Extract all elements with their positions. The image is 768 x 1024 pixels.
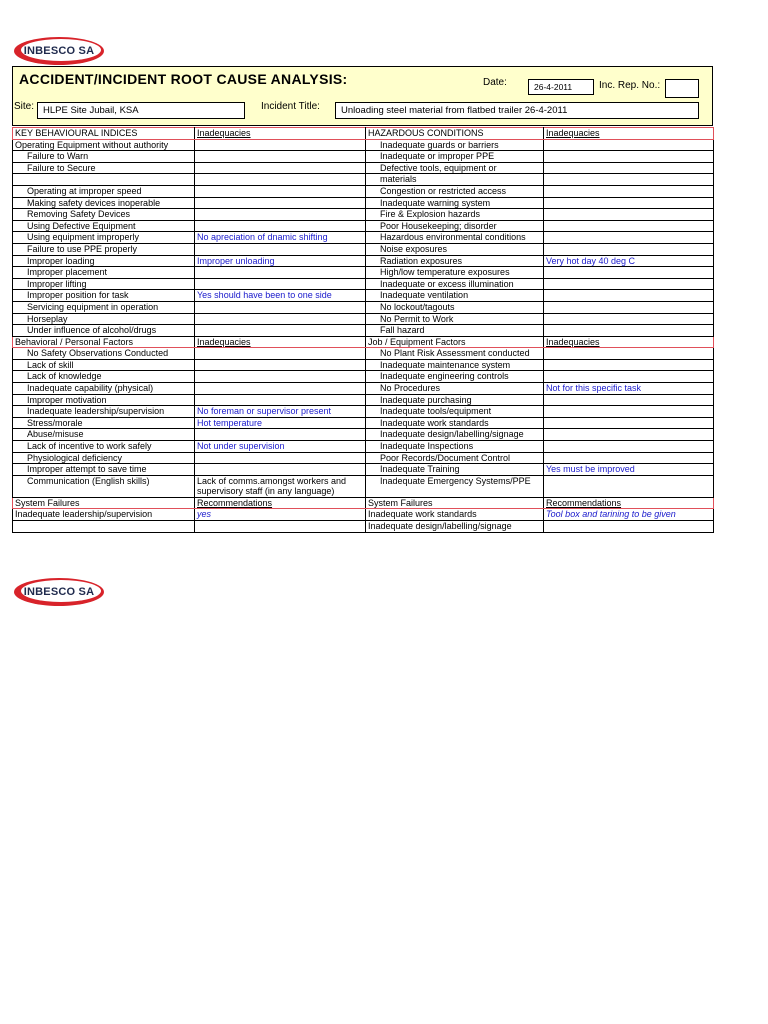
inadequacy-entry[interactable] [544,429,714,441]
column-header: KEY BEHAVIOURAL INDICES [13,128,195,140]
factor-label [13,521,195,533]
column-header: System Failures [13,497,195,509]
table-row [13,406,714,418]
factor-label: Defective tools, equipment or [366,162,544,174]
inadequacy-entry[interactable] [544,325,714,337]
inadequacy-entry[interactable] [195,278,366,290]
factor-label: Physiological deficiency [13,452,195,464]
inadequacy-entry[interactable] [195,197,366,209]
factor-label: Using Defective Equipment [13,220,195,232]
factor-label: Inadequate or excess illumination [366,278,544,290]
factor-label: Improper lifting [13,278,195,290]
table-row [13,267,714,279]
inadequacy-entry[interactable] [195,371,366,383]
inadequacy-entry[interactable]: Not under supervision [195,441,366,453]
factor-label: Inadequate design/labelling/signage [366,429,544,441]
table-row [13,464,714,476]
factor-label: Inadequate or improper PPE [366,151,544,163]
inbesco-logo-bottom [13,577,105,607]
factor-label: Improper attempt to save time [13,464,195,476]
factor-label: Hazardous environmental conditions [366,232,544,244]
inadequacy-entry[interactable] [544,162,714,174]
inadequacy-entry[interactable] [544,348,714,360]
table-row [13,278,714,290]
column-header: Job / Equipment Factors [366,336,544,348]
factor-label: Congestion or restricted access [366,185,544,197]
factor-label: Noise exposures [366,243,544,255]
inadequacy-entry[interactable]: Not for this specific task [544,383,714,395]
factor-label: materials [366,174,544,186]
factor-label: Inadequate warning system [366,197,544,209]
inadequacy-entry[interactable] [544,232,714,244]
factor-label: Improper loading [13,255,195,267]
factor-label: Operating Equipment without authority [13,139,195,151]
page-title: ACCIDENT/INCIDENT ROOT CAUSE ANALYSIS: [19,71,348,87]
table-row [13,185,714,197]
factor-label: Inadequate purchasing [366,394,544,406]
inadequacy-entry[interactable] [195,162,366,174]
factor-label: Failure to use PPE properly [13,243,195,255]
factor-label: Inadequate Inspections [366,441,544,453]
factor-label: No lockout/tagouts [366,301,544,313]
factor-label: Inadequate Training [366,464,544,476]
factor-label: Radiation exposures [366,255,544,267]
column-header: Recommendations [195,497,366,509]
factor-label: Improper motivation [13,394,195,406]
inadequacy-entry[interactable] [544,278,714,290]
inadequacy-entry[interactable] [544,243,714,255]
factor-label: Inadequate design/labelling/signage [366,521,544,533]
factor-label: Abuse/misuse [13,429,195,441]
factor-label: Servicing equipment in operation [13,301,195,313]
inadequacy-entry[interactable] [195,301,366,313]
factor-label [13,174,195,186]
inadequacy-entry[interactable] [195,452,366,464]
inadequacy-entry[interactable]: No foreman or supervisor present [195,406,366,418]
inadequacy-entry[interactable] [544,359,714,371]
inadequacy-entry[interactable] [195,243,366,255]
table-row [13,162,714,174]
inadequacy-entry[interactable] [544,394,714,406]
factor-label: No Safety Observations Conducted [13,348,195,360]
factor-label: Inadequate work standards [366,417,544,429]
site-label: Site: [14,101,35,112]
inadequacy-entry[interactable] [544,185,714,197]
column-header: Behavioral / Personal Factors [13,336,195,348]
factor-label: Inadequate engineering controls [366,371,544,383]
site-field[interactable]: HLPE Site Jubail, KSA [37,102,245,119]
inadequacy-entry[interactable] [195,185,366,197]
factor-label: Failure to Warn [13,151,195,163]
table-row [13,243,714,255]
date-field[interactable]: 26-4-2011 [528,79,594,95]
inadequacy-entry[interactable] [195,174,366,186]
column-header: Inadequacies [544,128,714,140]
factor-label: Stress/morale [13,417,195,429]
factor-label: Operating at improper speed [13,185,195,197]
inadequacy-entry[interactable]: Hot temperature [195,417,366,429]
inadequacy-entry[interactable]: Yes should have been to one side [195,290,366,302]
form-header [12,66,713,126]
inadequacy-entry[interactable] [195,220,366,232]
incident-title-label: Incident Title: [261,101,320,112]
factor-label: Inadequate work standards [366,509,544,521]
table-row [13,232,714,244]
factor-label: Inadequate maintenance system [366,359,544,371]
table-row [13,220,714,232]
factor-label: Poor Records/Document Control [366,452,544,464]
factor-label: Inadequate guards or barriers [366,139,544,151]
inadequacy-entry[interactable]: yes [195,509,366,521]
factor-label: Poor Housekeeping; disorder [366,220,544,232]
table-row [13,383,714,395]
column-header: Inadequacies [544,336,714,348]
date-label: Date: [483,77,507,88]
table-row [13,197,714,209]
table-row [13,429,714,441]
inadequacy-entry[interactable] [544,267,714,279]
inadequacy-entry[interactable] [544,452,714,464]
inadequacy-entry[interactable] [544,301,714,313]
factor-label: Inadequate Emergency Systems/PPE [366,475,544,497]
inadequacy-entry[interactable] [544,441,714,453]
inadequacy-entry[interactable] [544,220,714,232]
inadequacy-entry[interactable] [195,325,366,337]
table-row [13,441,714,453]
column-header: Recommendations [544,497,714,509]
factor-label: Removing Safety Devices [13,209,195,221]
inadequacy-entry[interactable] [544,475,714,497]
factor-label: No Procedures [366,383,544,395]
inadequacy-entry[interactable] [544,290,714,302]
inadequacy-entry[interactable] [544,151,714,163]
table-row [13,348,714,360]
inadequacy-entry[interactable] [195,209,366,221]
table-row [13,255,714,267]
inadequacy-entry[interactable] [195,429,366,441]
factor-label: Making safety devices inoperable [13,197,195,209]
table-row [13,209,714,221]
inadequacy-entry[interactable] [195,267,366,279]
inadequacy-entry[interactable] [195,359,366,371]
factor-label: Lack of knowledge [13,371,195,383]
factor-label: Improper placement [13,267,195,279]
logo-text: INBESCO SA [23,45,95,57]
column-header: System Failures [366,497,544,509]
incident-title-field[interactable]: Unloading steel material from flatbed trailer 26-4-2011 [335,102,699,119]
table-row [13,174,714,186]
logo-text: INBESCO SA [23,586,95,598]
factor-label: Using equipment improperly [13,232,195,244]
inadequacy-entry[interactable] [195,394,366,406]
factor-label: Inadequate tools/equipment [366,406,544,418]
factor-label: Communication (English skills) [13,475,195,497]
factor-label: No Permit to Work [366,313,544,325]
inadequacy-entry[interactable] [544,417,714,429]
inadequacy-entry[interactable] [195,521,366,533]
table-row [13,359,714,371]
behavioral-personal-header-row [13,336,714,348]
inadequacy-entry[interactable] [544,174,714,186]
root-cause-table [12,127,714,533]
inadequacy-entry[interactable]: No apreciation of dnamic shifting [195,232,366,244]
table-row [13,475,714,497]
factor-label: Lack of skill [13,359,195,371]
inadequacy-entry[interactable] [544,371,714,383]
inadequacy-entry[interactable] [195,464,366,476]
factor-label: Horseplay [13,313,195,325]
inc-rep-label: Inc. Rep. No.: [599,80,661,91]
table-row [13,151,714,163]
factor-label: Inadequate capability (physical) [13,383,195,395]
table-row [13,521,714,533]
table-row [13,509,714,521]
inadequacy-entry[interactable] [195,313,366,325]
table-row [13,313,714,325]
factor-label: Fall hazard [366,325,544,337]
table-row [13,325,714,337]
system-failures-header-row [13,497,714,509]
column-header: Inadequacies [195,128,366,140]
factor-label: Lack of incentive to work safely [13,441,195,453]
table-row [13,290,714,302]
factor-label: Improper position for task [13,290,195,302]
inadequacy-entry[interactable] [544,521,714,533]
table-row [13,452,714,464]
factor-label: Failure to Secure [13,162,195,174]
factor-label: High/low temperature exposures [366,267,544,279]
factor-label: No Plant Risk Assessment conducted [366,348,544,360]
inadequacy-entry[interactable] [195,151,366,163]
table-row [13,301,714,313]
inadequacy-entry[interactable]: Yes must be improved [544,464,714,476]
factor-label: Under influence of alcohol/drugs [13,325,195,337]
table-row [13,394,714,406]
inadequacy-entry[interactable]: Lack of comms.amongst workers and supervisory staff (in any language) [195,475,366,497]
inadequacy-entry[interactable] [195,348,366,360]
factor-label: Inadequate leadership/supervision [13,509,195,521]
table-row [13,371,714,383]
table-row [13,417,714,429]
factor-label: Inadequate ventilation [366,290,544,302]
inadequacy-entry[interactable] [544,313,714,325]
inadequacy-entry[interactable]: Improper unloading [195,255,366,267]
inadequacy-entry[interactable]: Very hot day 40 deg C [544,255,714,267]
factor-label: Inadequate leadership/supervision [13,406,195,418]
inadequacy-entry[interactable] [544,197,714,209]
inc-rep-field[interactable] [665,79,699,98]
inadequacy-entry[interactable] [544,209,714,221]
inbesco-logo-top [13,36,105,66]
inadequacy-entry[interactable] [195,383,366,395]
inadequacy-entry[interactable] [544,406,714,418]
inadequacy-entry[interactable] [544,139,714,151]
inadequacy-entry[interactable]: Tool box and tarining to be given [544,509,714,521]
factor-label: Fire & Explosion hazards [366,209,544,221]
table-row [13,139,714,151]
column-header: HAZARDOUS CONDITIONS [366,128,544,140]
key-behavioural-header-row [13,128,714,140]
inadequacy-entry[interactable] [195,139,366,151]
column-header: Inadequacies [195,336,366,348]
